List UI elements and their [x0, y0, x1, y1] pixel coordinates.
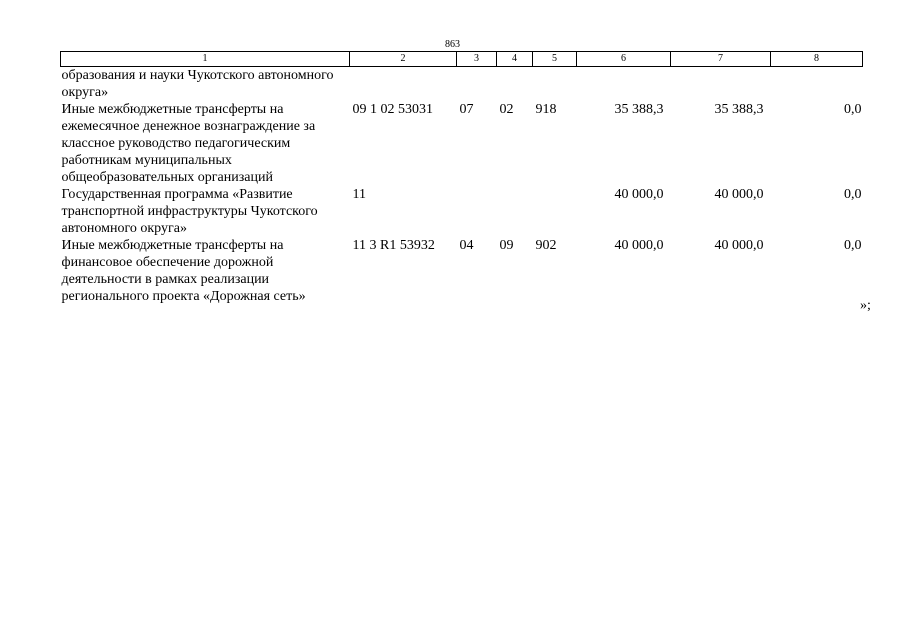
row-value-7: 40 000,0 — [714, 187, 764, 202]
column-header-3: 3 — [457, 52, 497, 67]
row-administrator: 902 — [535, 238, 557, 253]
table-row — [61, 101, 863, 186]
row-code: 11 3 R1 53932 — [352, 238, 435, 253]
row-name: Государственная программа «Развитие транспортной инфраструктуры Чукотского автономного округа» — [61, 187, 318, 236]
row-subsection: 02 — [499, 102, 514, 117]
column-number-header — [61, 52, 863, 67]
table-row — [61, 67, 863, 102]
row-value-6 — [577, 67, 671, 102]
row-value-8: 0,0 — [844, 187, 862, 202]
column-header-2: 2 — [350, 52, 457, 67]
row-value-7 — [671, 67, 771, 102]
row-value-6: 40 000,0 — [614, 238, 664, 253]
row-subsection — [497, 186, 533, 237]
row-name: образования и науки Чукотского автономного округа» — [61, 68, 334, 100]
row-section — [457, 67, 497, 102]
row-code: 11 — [352, 187, 366, 202]
column-header-8: 8 — [771, 52, 863, 67]
row-value-8: 0,0 — [844, 102, 862, 117]
row-value-6: 40 000,0 — [614, 187, 664, 202]
row-name: Иные межбюджетные трансферты на ежемесячное денежное вознаграждение за классное руководство педагогическим работникам муниципальных общеобразовательных организаций — [61, 102, 316, 185]
row-section: 07 — [459, 102, 474, 117]
row-name: Иные межбюджетные трансферты на финансовое обеспечение дорожной деятельности в рамках реализации регионального проекта «Дорожная сеть» — [61, 238, 306, 304]
column-header-7: 7 — [671, 52, 771, 67]
column-header-4: 4 — [497, 52, 533, 67]
column-header-6: 6 — [577, 52, 671, 67]
row-administrator: 918 — [535, 102, 557, 117]
row-value-7: 40 000,0 — [714, 238, 764, 253]
row-section — [457, 186, 497, 237]
budget-table — [60, 51, 863, 305]
row-subsection — [497, 67, 533, 102]
row-administrator — [533, 186, 577, 237]
row-value-8 — [771, 67, 863, 102]
table-row — [61, 186, 863, 237]
row-value-7: 35 388,3 — [714, 102, 764, 117]
row-administrator — [533, 67, 577, 102]
row-subsection: 09 — [499, 238, 514, 253]
row-code: 09 1 02 53031 — [352, 102, 433, 117]
row-value-6: 35 388,3 — [614, 102, 664, 117]
closing-quote-mark: »; — [860, 298, 871, 313]
table-row — [61, 237, 863, 305]
row-section: 04 — [459, 238, 474, 253]
row-code — [350, 67, 457, 102]
page-number: 863 — [445, 39, 460, 50]
row-value-8: 0,0 — [844, 238, 862, 253]
column-header-5: 5 — [533, 52, 577, 67]
column-header-1: 1 — [61, 52, 350, 67]
